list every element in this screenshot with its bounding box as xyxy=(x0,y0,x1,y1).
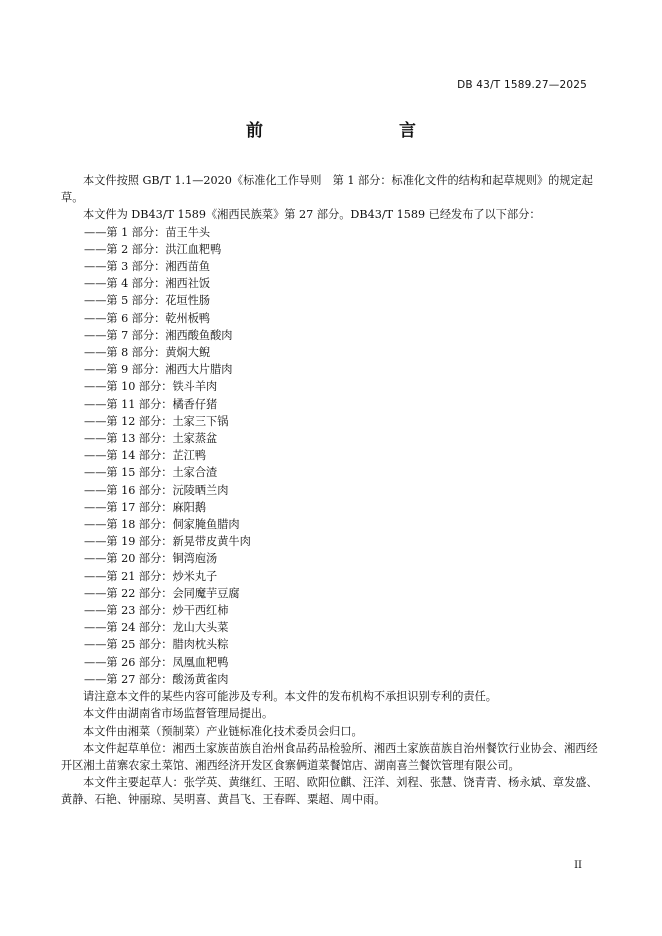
list-item: ——第 7 部分：湘西酸鱼酸肉 xyxy=(84,328,233,342)
list-item: ——第 22 部分：会同魔芋豆腐 xyxy=(84,586,240,600)
list-item: ——第 23 部分：炒干西红柿 xyxy=(84,604,229,618)
list-item: ——第 8 部分：黄焖大鲵 xyxy=(84,346,211,360)
list-item: ——第 25 部分：腊肉枕头粽 xyxy=(84,638,229,652)
page-number: II xyxy=(574,860,582,871)
list-item: ——第 26 部分：凤凰血粑鸭 xyxy=(84,655,229,669)
document-body xyxy=(61,172,603,809)
list-item: ——第 12 部分：土家三下锅 xyxy=(84,414,229,428)
list-item: ——第 11 部分：橘香仔猪 xyxy=(84,397,218,411)
list-item: ——第 13 部分：土家蒸盆 xyxy=(84,432,218,446)
list-item: ——第 21 部分：炒米丸子 xyxy=(84,569,218,583)
list-item: ——第 19 部分：新晃带皮黄牛肉 xyxy=(84,535,251,549)
list-item: ——第 3 部分：湘西苗鱼 xyxy=(84,260,211,274)
paragraph-committee: 本文件由湘菜（预制菜）产业链标准化技术委员会归口。 xyxy=(83,724,363,738)
list-item: ——第 20 部分：铜湾庖汤 xyxy=(84,552,218,566)
list-item: ——第 27 部分：酸汤黄雀肉 xyxy=(84,672,229,686)
list-item: ——第 10 部分：铁斗羊肉 xyxy=(84,380,218,394)
list-item: ——第 6 部分：乾州板鸭 xyxy=(84,311,211,325)
paragraph-proposer: 本文件由湖南省市场监督管理局提出。 xyxy=(83,707,274,721)
list-item: ——第 1 部分：苗王牛头 xyxy=(84,225,211,239)
list-item: ——第 4 部分：湘西社饭 xyxy=(84,277,211,291)
paragraph-drafting-basis: 本文件按照 GB/T 1.1—2020《标准化工作导则 第 1 部分：标准化文件的结构和起草规则》的规定起草。 xyxy=(61,174,593,205)
list-item: ——第 16 部分：沅陵晒兰肉 xyxy=(84,483,229,497)
paragraph-drafting-units: 本文件起草单位：湘西土家族苗族自治州食品药品检验所、湘西土家族苗族自治州餐饮行业协会、湘西经开区湘土苗寨农家土菜馆、湘西经济开发区食寨俩道菜餐馆店、湖南喜兰餐饮管理有限公司。 xyxy=(61,741,598,772)
document-code: DB 43/T 1589.27—2025 xyxy=(457,79,587,91)
paragraph-series-intro: 本文件为 DB43/T 1589《湘西民族菜》第 27 部分。DB43/T 1589 已经发布了以下部分： xyxy=(83,208,541,222)
list-item: ——第 14 部分：芷江鸭 xyxy=(84,449,207,463)
list-item: ——第 2 部分：洪江血粑鸭 xyxy=(84,242,222,256)
list-item: ——第 15 部分：土家合渣 xyxy=(84,466,218,480)
list-item: ——第 18 部分：侗家腌鱼腊肉 xyxy=(84,518,240,532)
paragraph-patent-note: 请注意本文件的某些内容可能涉及专利。本文件的发布机构不承担识别专利的责任。 xyxy=(83,690,497,704)
list-item: ——第 9 部分：湘西大片腊肉 xyxy=(84,363,233,377)
list-item: ——第 17 部分：麻阳鹅 xyxy=(84,500,207,514)
parts-list xyxy=(61,224,603,688)
list-item: ——第 5 部分：花垣性肠 xyxy=(84,294,211,308)
list-item: ——第 24 部分：龙山大头菜 xyxy=(84,621,229,635)
paragraph-drafters: 本文件主要起草人：张学英、黄继红、王昭、欧阳位麒、汪洋、刘程、张慧、饶青青、杨永斌、章发盛、黄静、石艳、钟丽琼、吴明喜、黄昌飞、王春晖、粟超、周中雨。 xyxy=(61,776,598,807)
page-title: 前 言 xyxy=(246,121,450,141)
